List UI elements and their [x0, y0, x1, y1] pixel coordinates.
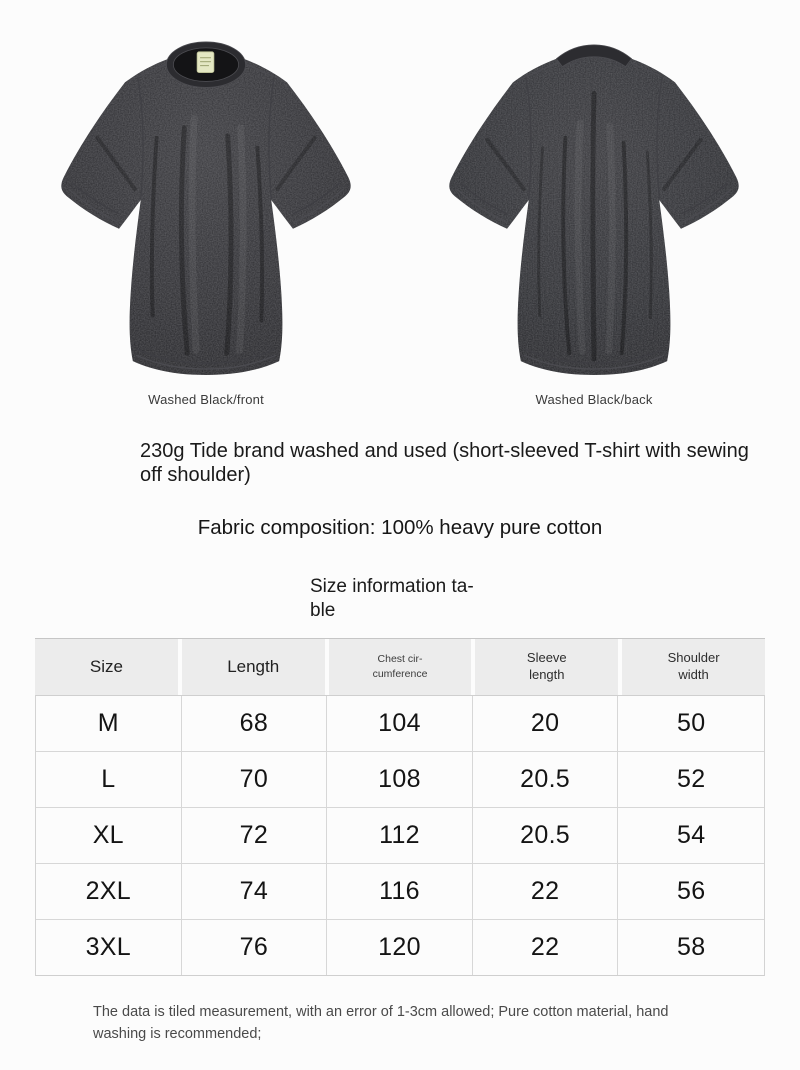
- col-header-label: Shoulder: [667, 649, 720, 665]
- table-cell: 58: [676, 932, 706, 961]
- product-figure-back: [426, 16, 762, 407]
- table-cell: 22: [473, 864, 619, 919]
- caption-front: Washed Black/front: [148, 392, 264, 407]
- table-cell: 112: [327, 808, 473, 863]
- table-cell: 20.5: [473, 752, 619, 807]
- table-cell: 104: [327, 696, 473, 751]
- table-cell: 108: [327, 752, 473, 807]
- col-header-chest: [329, 639, 472, 695]
- table-cell: XL: [36, 808, 182, 863]
- col-header-size: [35, 639, 178, 695]
- neck-tag: [197, 52, 214, 73]
- size-table-body: [35, 695, 765, 976]
- table-cell: 54: [676, 820, 706, 849]
- measurement-footnote: The data is tiled measurement, with an error of 1-3cm allowed; Pure cotton material, hand washing is recommended;: [93, 1003, 669, 1042]
- size-table: [35, 638, 765, 976]
- tshirt-back-image: [426, 16, 762, 390]
- table-row-2xl: [36, 863, 764, 919]
- table-row-3xl: [36, 919, 764, 975]
- table-row-xl: [36, 807, 764, 863]
- table-row-l: [36, 751, 764, 807]
- col-header-label: cumference: [372, 667, 428, 680]
- tshirt-front-image: [38, 16, 374, 390]
- size-table-header-row: [35, 638, 765, 695]
- table-cell: 68: [182, 696, 328, 751]
- col-header-label: length: [529, 666, 565, 682]
- col-header-sleeve: [475, 639, 618, 695]
- table-cell: 3XL: [36, 920, 182, 975]
- table-cell: M: [36, 696, 182, 751]
- product-gallery: [0, 0, 800, 407]
- table-cell: 2XL: [36, 864, 182, 919]
- table-cell: 76: [182, 920, 328, 975]
- col-header-label: width: [678, 666, 709, 682]
- table-row-m: [36, 696, 764, 751]
- table-cell: 72: [182, 808, 328, 863]
- fabric-composition: Fabric composition: 100% heavy pure cotton: [197, 516, 603, 539]
- size-table-title-line2: ble: [310, 599, 336, 621]
- col-header-shoulder: [622, 639, 765, 695]
- product-headline: 230g Tide brand washed and used (short-sleeved T-shirt with sewing off shoulder): [140, 440, 749, 486]
- table-cell: L: [36, 752, 182, 807]
- caption-back: Washed Black/back: [535, 392, 653, 407]
- table-cell: 50: [676, 708, 706, 737]
- size-table-title: [310, 575, 490, 623]
- col-header-label: Sleeve: [526, 649, 567, 665]
- size-table-title-line1: Size information ta-: [310, 576, 474, 597]
- table-cell: 74: [182, 864, 328, 919]
- table-cell: 20.5: [473, 808, 619, 863]
- table-cell: 120: [327, 920, 473, 975]
- table-cell: 70: [182, 752, 328, 807]
- product-figure-front: [38, 16, 374, 407]
- table-cell: 116: [327, 864, 473, 919]
- col-header-length: [182, 639, 325, 695]
- table-cell: 20: [473, 696, 619, 751]
- col-header-label: Chest cir-: [377, 652, 423, 665]
- table-cell: 22: [473, 920, 619, 975]
- table-cell: 56: [676, 876, 706, 905]
- col-header-label: Length: [227, 656, 280, 676]
- col-header-label: Size: [89, 656, 123, 676]
- table-cell: 52: [676, 764, 706, 793]
